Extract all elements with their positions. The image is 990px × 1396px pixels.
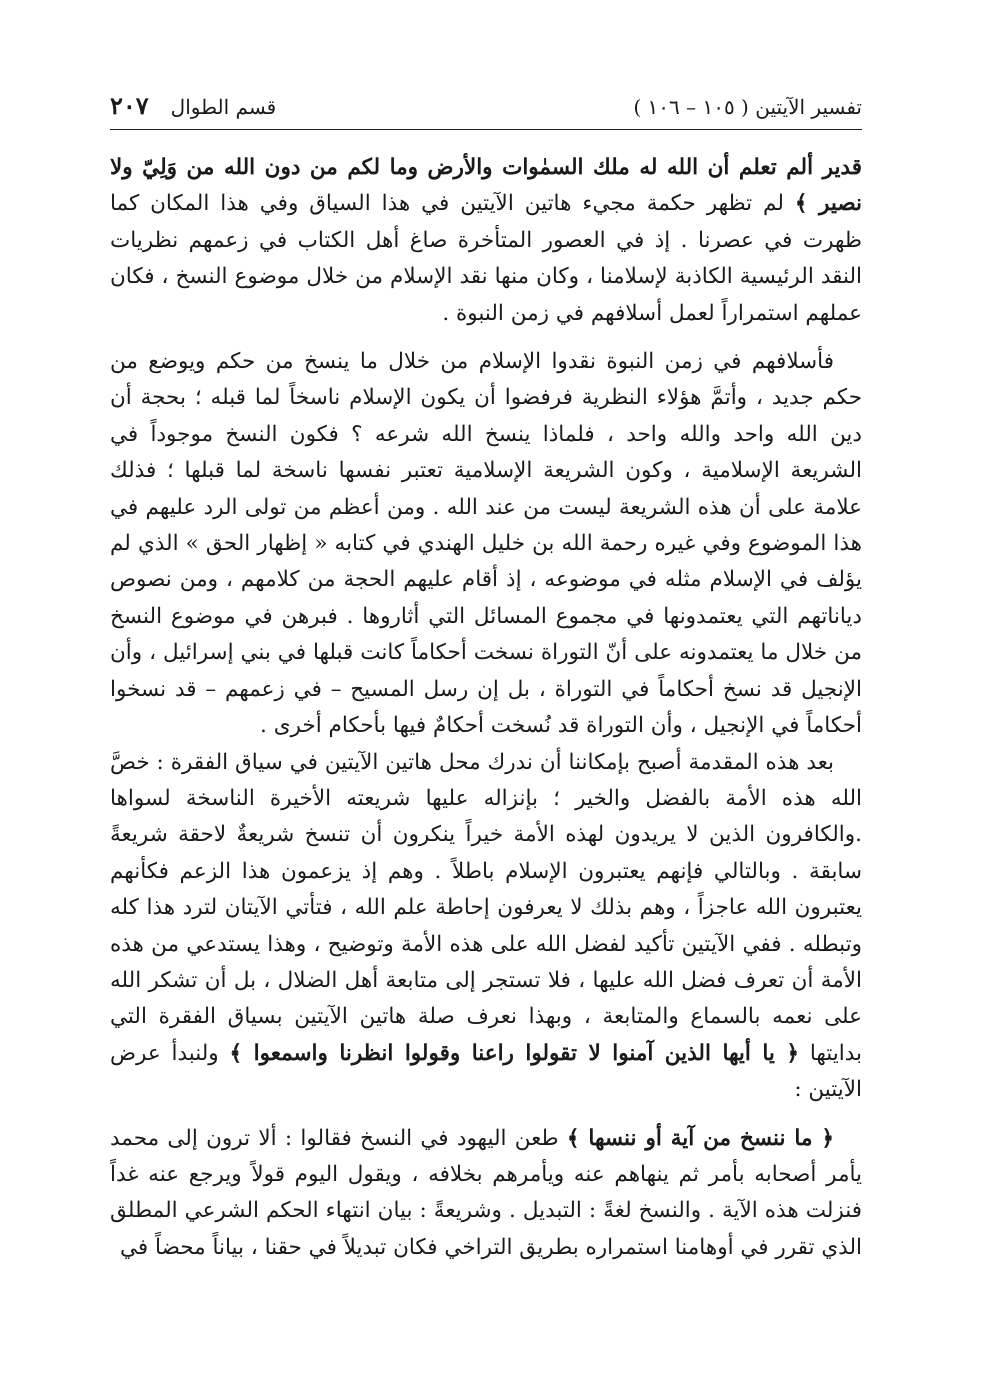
quran-quote: قدير ألم تعلم أن الله له ملك السمٰوات والأرض وما لكم من دون الله من وَلِيّ ولا نصير ﴾	[110, 155, 862, 217]
section-title: قسم الطوال	[170, 95, 277, 119]
quran-quote: ﴿ يا أيها الذين آمنوا لا تقولوا راعنا وقولوا انظرنا واسمعوا ﴾	[229, 1040, 799, 1066]
paragraph-4	[110, 1121, 862, 1267]
paragraph-2	[110, 344, 862, 744]
paragraph-tail: ولنبدأ عرض الآيتين :	[110, 1040, 862, 1103]
page-number: ٢٠٧	[110, 91, 149, 120]
page-header	[110, 92, 862, 130]
header-running-title	[633, 93, 862, 121]
body-text	[110, 150, 862, 1266]
document-page	[110, 92, 862, 1266]
paragraph-text: فأسلافهم في زمن النبوة نقدوا الإسلام من خلال ما ينسخ من حكم ويوضع من حكم جديد ، وأتمَّ هؤلاء النظرية فرفضوا أن يكون الإسلام ناسخاً لما قبله ؛ بحجة أن دين الله واحد والله واحد ، فلماذا ينسخ الله شرعه ؟ فكون النسخ موجوداً في الشريعة الإسلامية ، وكون الشريعة الإسلامية تعتبر نفسها ناسخة لما قبلها ؛ فذلك علامة على أن هذه الشريعة ليست من عند الله . ومن أعظم من تولى الرد عليهم في هذا الموضوع وفي غيره رحمة الله بن خليل الهندي في كتابه « إظهار الحق » الذي لم يؤلف في الإسلام مثله في موضوعه ، إذ أقام عليهم الحجة من كلامهم ، ومن نصوص دياناتهم التي يعتمدونها في مجموع المسائل التي أثاروها . فبرهن في موضوع النسخ من خلال ما يعتمدونه على أنّ التوراة نسخت أحكاماً كانت قبلها في بني إسرائيل ، وأن الإنجيل قد نسخ أحكاماً في التوراة ، بل إن رسل المسيح – في زعمهم – قد نسخوا أحكاماً في الإنجيل ، وأن التوراة قد نُسخت أحكامٌ فيها بأحكام أخرى .	[110, 349, 862, 739]
paragraph-text: طعن اليهود في النسخ فقالوا : ألا ترون إلى محمد يأمر أصحابه بأمر ثم ينهاهم عنه ويأمرهم بخلافه ، ويقول اليوم قولاً ويرجع عنه غداً فنزلت هذه الآية . والنسخ لغةً : التبديل . وشريعةً : بيان انتهاء الحكم الشرعي المطلق الذي تقرر في أوهامنا استمراره بطريق التراخي فكان تبديلاً في حقنا ، بياناً محضاً في	[110, 1125, 862, 1260]
paragraph-3	[110, 745, 862, 1109]
running-title: تفسير الآيتين ( ١٠٥ – ١٠٦ )	[633, 95, 862, 119]
paragraph-text: بعد هذه المقدمة أصبح بإمكاننا أن ندرك محل هاتين الآيتين في سياق الفقرة : خصَّ الله هذه الأمة بالفضل والخير ؛ بإنزاله عليها شريعته الأخيرة الناسخة لسواها .والكافرون الذين لا يريدون لهذه الأمة خيراً ينكرون أن تنسخ شريعةٌ لاحقة شريعةً سابقة . وبالتالي فإنهم يعتبرون الإسلام باطلاً . وهم إذ يزعمون هذا الزعم فكأنهم يعتبرون الله عاجزاً ، وهم بذلك لا يعرفون إحاطة علم الله ، فتأتي الآيتان لترد هذا كله وتبطله . ففي الآيتين تأكيد لفضل الله على هذه الأمة وتوضيح ، وهذا يستدعي من هذه الأمة أن تعرف فضل الله عليها ، فلا تستجر إلى متابعة أهل الضلال ، بل أن تشكر الله على نعمه بالسماع والمتابعة ، وبهذا نعرف صلة هاتين الآيتين بسياق الفقرة التي بدايتها	[110, 749, 862, 1066]
paragraph-text: لم تظهر حكمة مجيء هاتين الآيتين في هذا السياق وفي هذا المكان كما ظهرت في عصرنا . إذ في العصور المتأخرة صاغ أهل الكتاب في زعمهم نظريات النقد الرئيسية الكاذبة لإسلامنا ، وكان منها نقد الإسلام من خلال موضوع النسخ ، فكان عملهم استمراراً لعمل أسلافهم في زمن النبوة .	[110, 191, 862, 326]
header-section	[110, 92, 276, 121]
paragraph-1	[110, 150, 862, 332]
quran-quote: ﴿ ما ننسخ من آية أو ننسها ﴾	[566, 1125, 834, 1151]
